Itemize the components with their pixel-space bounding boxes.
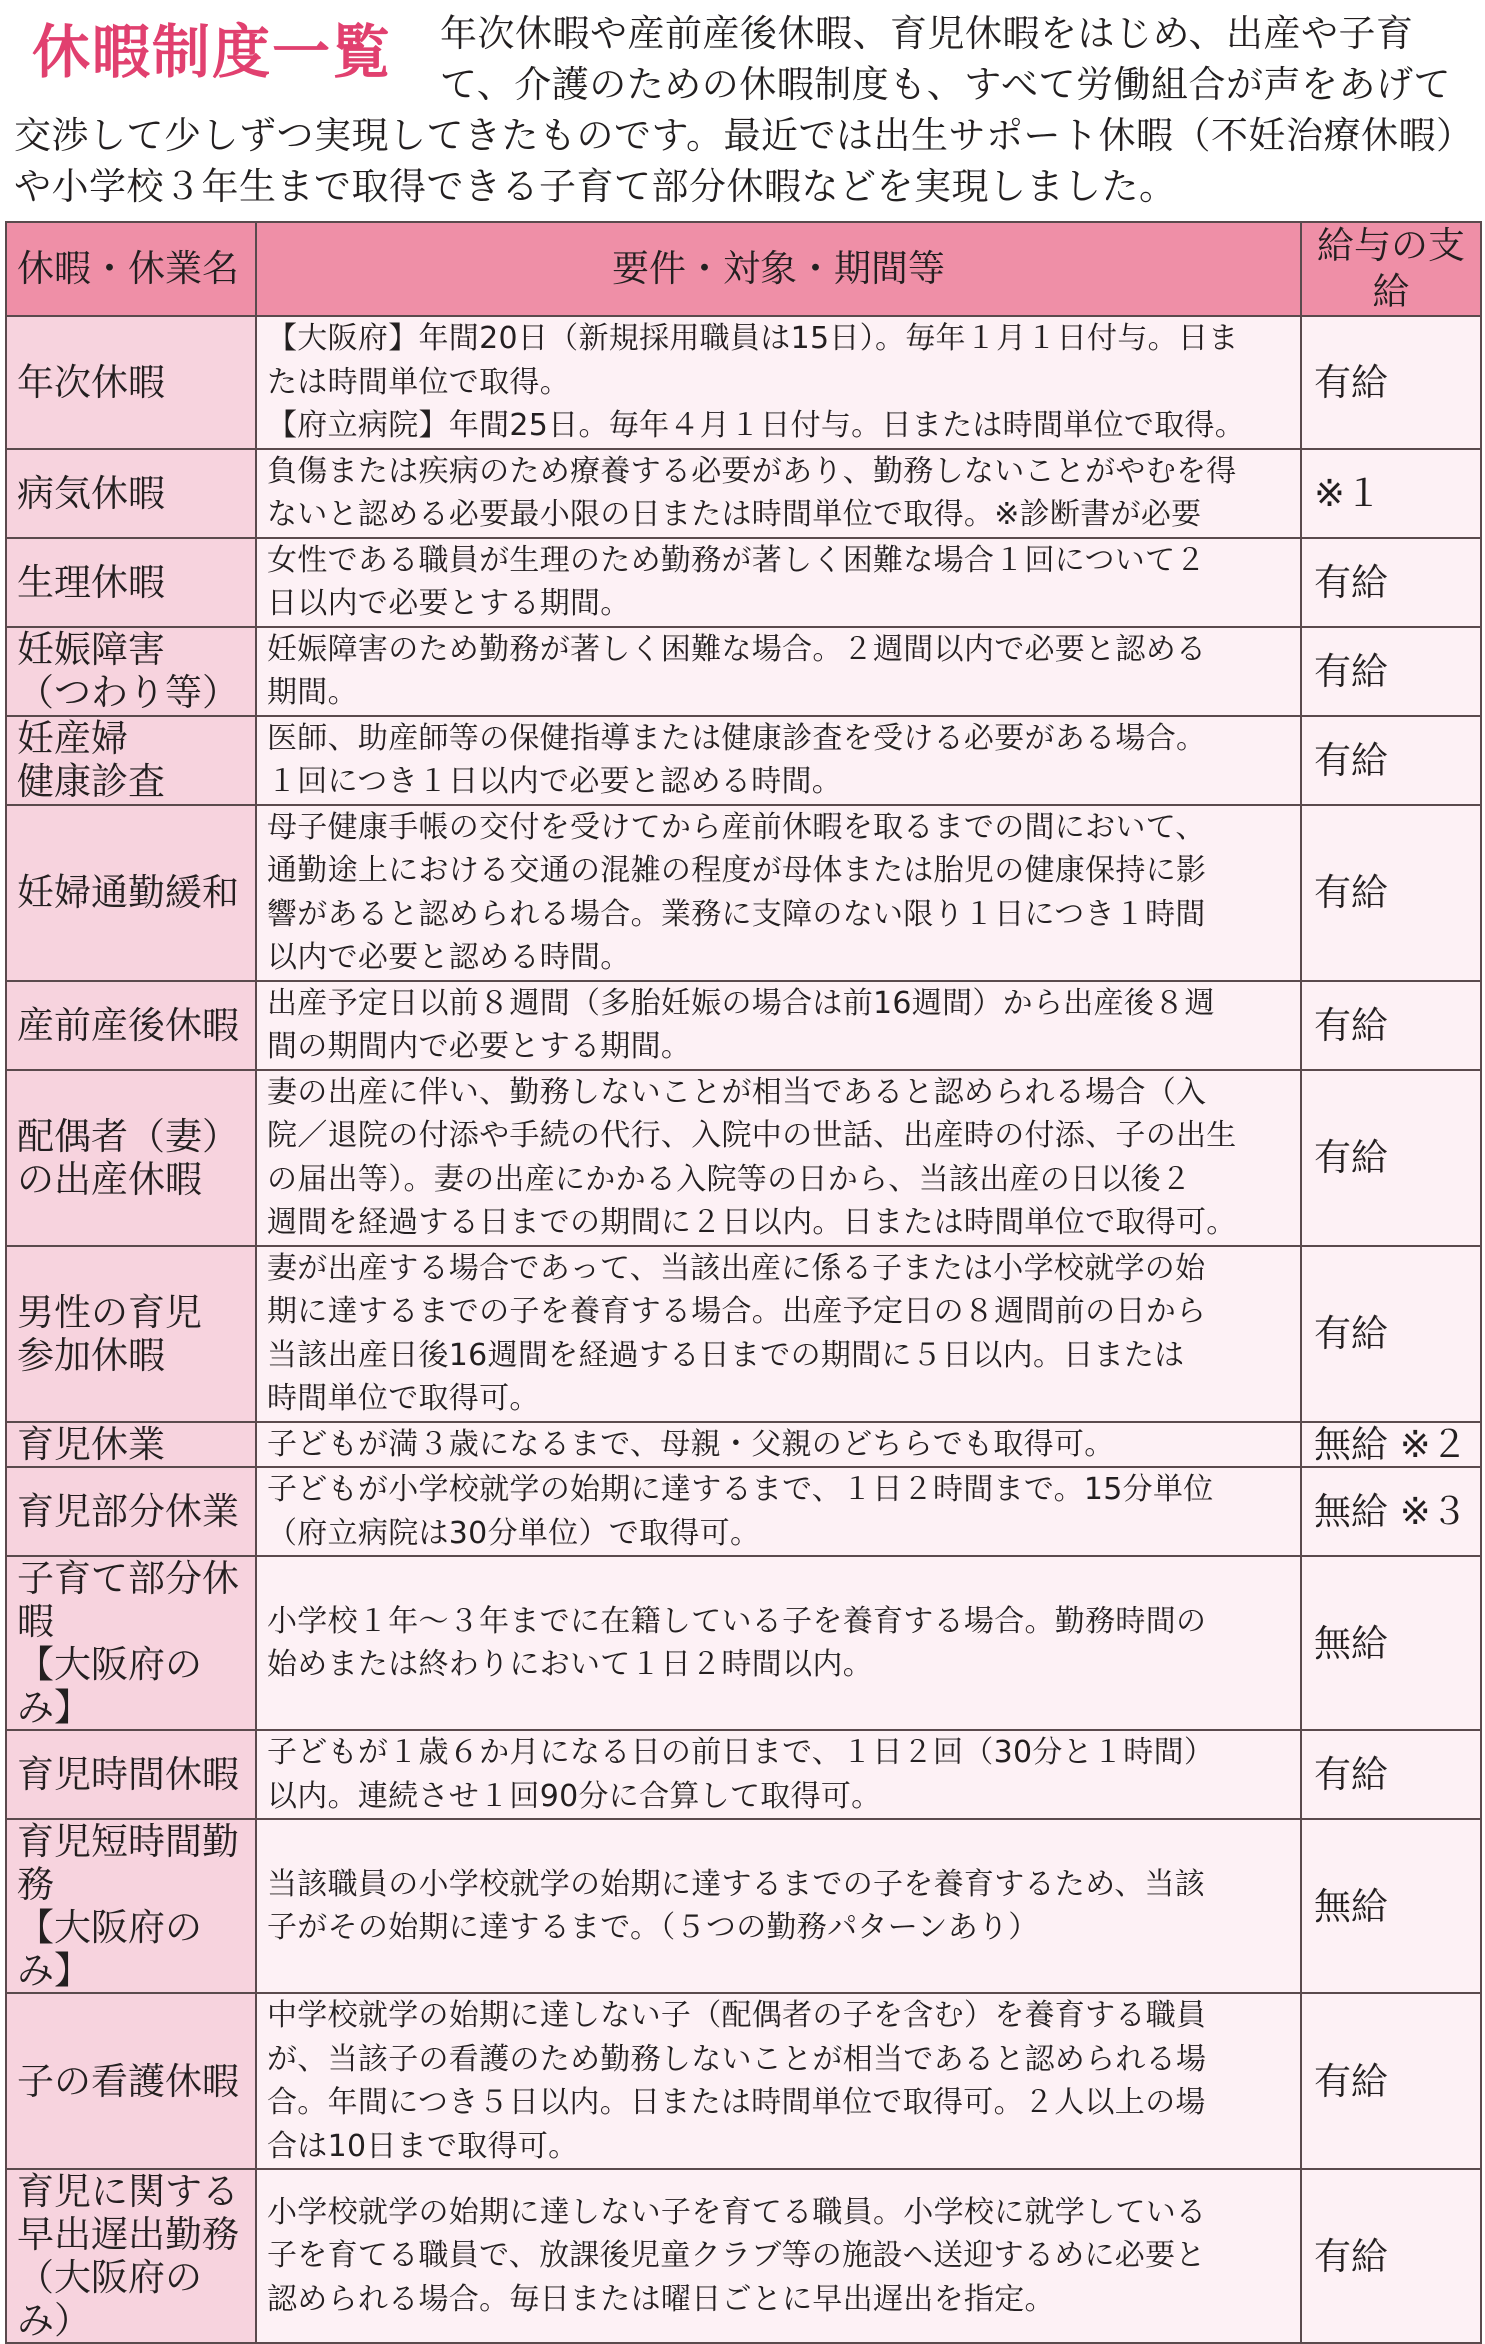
table-row <box>6 1993 1481 2169</box>
leave-requirements: 母子健康手帳の交付を受けてから産前休暇を取るまでの間において、 通勤途上における交通の混雑の程度が母体または胎児の健康保持に影 響があると認められる場合。業務に支障のない限り１日につき１時間 以内で必要と認める時間。 <box>256 805 1301 981</box>
leave-pay: 無給 <box>1301 1819 1481 1993</box>
table-row <box>6 538 1481 627</box>
page-title: 休暇制度一覧 <box>32 18 393 86</box>
leave-requirements: 妻が出産する場合であって、当該出産に係る子または小学校就学の始 期に達するまでの子を養育する場合。出産予定日の８週間前の日から 当該出産日後16週間を経過する日までの期間に５日以内。日または 時間単位で取得可。 <box>256 1246 1301 1422</box>
leave-name: 子育て部分休暇 【大阪府のみ】 <box>6 1556 256 1730</box>
leave-pay: 有給 <box>1301 627 1481 716</box>
table-row <box>6 449 1481 538</box>
leave-requirements: 出産予定日以前８週間（多胎妊娠の場合は前16週間）から出産後８週 間の期間内で必要とする期間。 <box>256 981 1301 1070</box>
leave-requirements: 当該職員の小学校就学の始期に達するまでの子を養育するため、当該 子がその始期に達するまで。（５つの勤務パターンあり） <box>256 1819 1301 1993</box>
leave-pay: 有給 <box>1301 1730 1481 1819</box>
leave-name: 育児短時間勤務 【大阪府のみ】 <box>6 1819 256 1993</box>
table-row <box>6 1070 1481 1246</box>
leave-name: 妊産婦 健康診査 <box>6 716 256 805</box>
leave-name: 生理休暇 <box>6 538 256 627</box>
leave-pay: 有給 <box>1301 1070 1481 1246</box>
table-row <box>6 627 1481 716</box>
table-row <box>6 981 1481 1070</box>
table-row <box>6 316 1481 449</box>
intro-text: 年次休暇や産前産後休暇、育児休暇をはじめ、出産や子育て、介護のための休暇制度も、すべて労働組合が声をあげて交渉して少しずつ実現してきたものです。最近では出生サポート休暇（不妊治療休暇）や小学校３年生まで取得できる子育て部分休暇などを実現しました。 <box>14 12 1474 208</box>
leave-requirements: 女性である職員が生理のため勤務が著しく困難な場合１回について２ 日以内で必要とする期間。 <box>256 538 1301 627</box>
leave-requirements: 小学校１年〜３年までに在籍している子を養育する場合。勤務時間の 始めまたは終わりにおいて１日２時間以内。 <box>256 1556 1301 1730</box>
leave-pay: 有給 <box>1301 538 1481 627</box>
header-pay: 給与の支給 <box>1301 222 1481 316</box>
leave-pay: ※１ <box>1301 449 1481 538</box>
leave-name: 育児部分休業 <box>6 1467 256 1556</box>
leave-pay: 無給 <box>1301 1556 1481 1730</box>
leave-pay: 有給 <box>1301 2169 1481 2343</box>
table-row <box>6 1246 1481 1422</box>
header-leave-name: 休暇・休業名 <box>6 222 256 316</box>
leave-pay: 有給 <box>1301 1246 1481 1422</box>
leave-name: 病気休暇 <box>6 449 256 538</box>
leave-requirements: 妊娠障害のため勤務が著しく困難な場合。２週間以内で必要と認める 期間。 <box>256 627 1301 716</box>
leave-name: 子の看護休暇 <box>6 1993 256 2169</box>
table-row <box>6 805 1481 981</box>
leave-requirements: 中学校就学の始期に達しない子（配偶者の子を含む）を養育する職員 が、当該子の看護のため勤務しないことが相当であると認められる場 合。年間につき５日以内。日または時間単位で取得可。２人以上の場 合は10日まで取得可。 <box>256 1993 1301 2169</box>
table-header-row <box>6 222 1481 316</box>
header-requirements: 要件・対象・期間等 <box>256 222 1301 316</box>
leave-name: 男性の育児 参加休暇 <box>6 1246 256 1422</box>
leave-requirements: 【大阪府】年間20日（新規採用職員は15日）。毎年１月１日付与。日ま たは時間単位で取得。 【府立病院】年間25日。毎年４月１日付与。日または時間単位で取得。 <box>256 316 1301 449</box>
leave-name: 育児時間休暇 <box>6 1730 256 1819</box>
leave-requirements: 妻の出産に伴い、勤務しないことが相当であると認められる場合（入 院／退院の付添や手続の代行、入院中の世話、出産時の付添、子の出生 の届出等）。妻の出産にかかる入院等の日から、当該出産の日以後２ 週間を経過する日までの期間に２日以内。日または時間単位で取得可。 <box>256 1070 1301 1246</box>
intro-section <box>14 8 1474 212</box>
table-row <box>6 1422 1481 1468</box>
table-row <box>6 2169 1481 2343</box>
table-row <box>6 716 1481 805</box>
leave-name: 年次休暇 <box>6 316 256 449</box>
leave-requirements: 子どもが１歳６か月になる日の前日まで、１日２回（30分と１時間） 以内。連続させ１回90分に合算して取得可。 <box>256 1730 1301 1819</box>
leave-requirements: 負傷または疾病のため療養する必要があり、勤務しないことがやむを得 ないと認める必要最小限の日または時間単位で取得。※診断書が必要 <box>256 449 1301 538</box>
leave-name: 妊婦通勤緩和 <box>6 805 256 981</box>
table-row <box>6 1556 1481 1730</box>
leave-pay: 有給 <box>1301 316 1481 449</box>
table-row <box>6 1819 1481 1993</box>
leave-name: 妊娠障害 （つわり等） <box>6 627 256 716</box>
leave-requirements: 医師、助産師等の保健指導または健康診査を受ける必要がある場合。 １回につき１日以内で必要と認める時間。 <box>256 716 1301 805</box>
leave-name: 配偶者（妻） の出産休暇 <box>6 1070 256 1246</box>
leave-name: 産前産後休暇 <box>6 981 256 1070</box>
leave-requirements: 小学校就学の始期に達しない子を育てる職員。小学校に就学している 子を育てる職員で、放課後児童クラブ等の施設へ送迎するめに必要と 認められる場合。毎日または曜日ごとに早出遅出を指定。 <box>256 2169 1301 2343</box>
leave-requirements: 子どもが小学校就学の始期に達するまで、１日２時間まで。15分単位 （府立病院は30分単位）で取得可。 <box>256 1467 1301 1556</box>
leave-name: 育児に関する 早出遅出勤務 （大阪府のみ） <box>6 2169 256 2343</box>
leave-system-table <box>5 221 1482 2344</box>
leave-pay: 有給 <box>1301 1993 1481 2169</box>
table-row <box>6 1467 1481 1556</box>
table-row <box>6 1730 1481 1819</box>
leave-requirements: 子どもが満３歳になるまで、母親・父親のどちらでも取得可。 <box>256 1422 1301 1468</box>
leave-pay: 有給 <box>1301 716 1481 805</box>
leave-pay: 無給 ※２ <box>1301 1422 1481 1468</box>
leave-pay: 有給 <box>1301 805 1481 981</box>
leave-pay: 有給 <box>1301 981 1481 1070</box>
leave-pay: 無給 ※３ <box>1301 1467 1481 1556</box>
leave-name: 育児休業 <box>6 1422 256 1468</box>
